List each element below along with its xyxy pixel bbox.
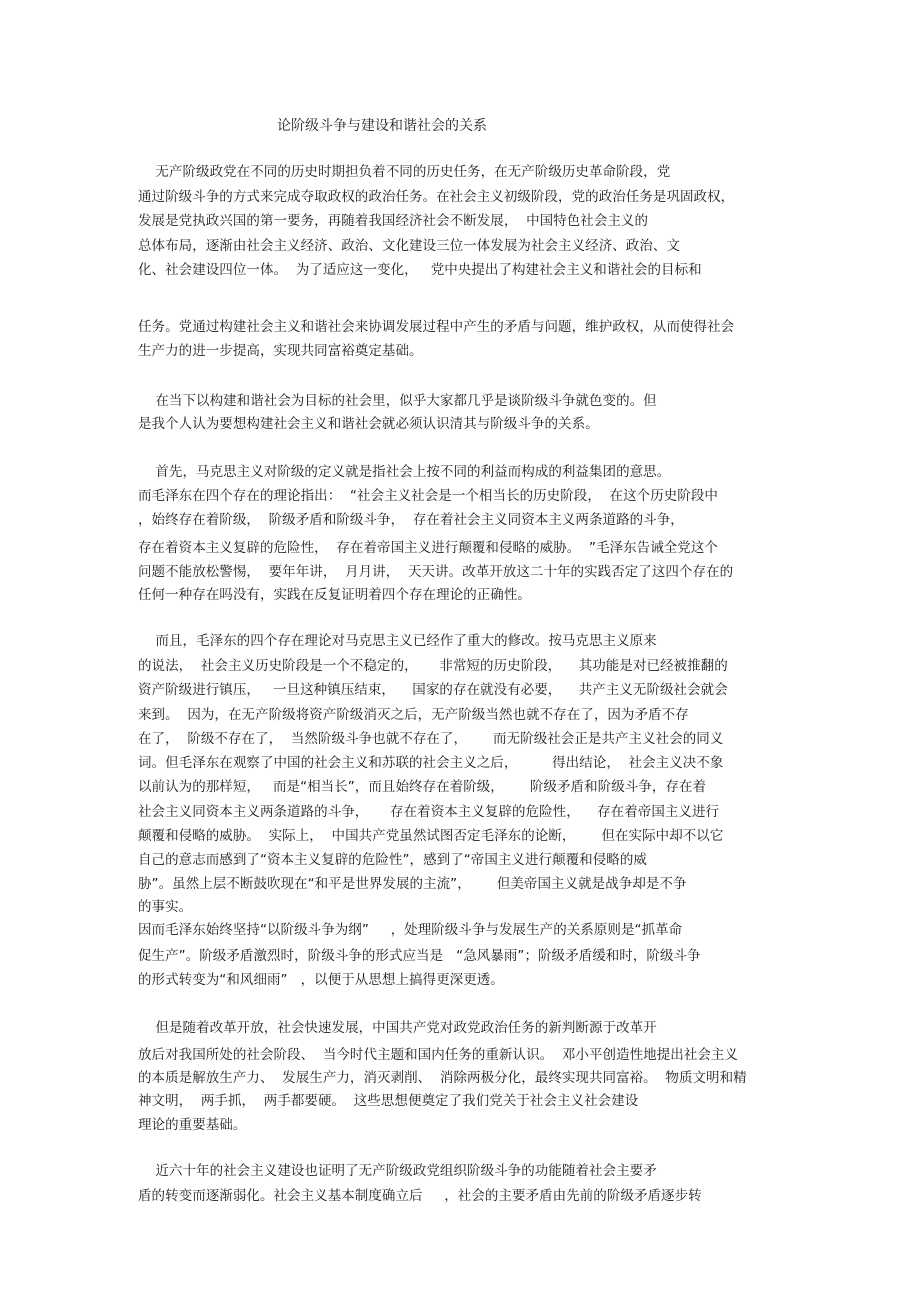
- paragraph-line: 总体布局，逐渐由社会主义经济、政治、文化建设三位一体发展为社会主义经济、政治、文: [138, 238, 680, 254]
- paragraph-line: 颠覆和侵略的威胁。 实际上， 中国共产党虽然试图否定毛泽东的论断， 但在实际中却不以它: [138, 828, 724, 844]
- paragraph-line: 盾的转变而逐渐弱化。社会主义基本制度确立后 ，社会的主要矛盾由先前的阶级矛盾逐步转: [138, 1188, 702, 1204]
- paragraph-line: 神文明， 两手抓， 两手都要硬。 这些思想便奠定了我们党关于社会主义社会建设: [138, 1093, 639, 1109]
- paragraph-line: 胁”。虽然上层不断鼓吹现在“和平是世界发展的主流”， 但美帝国主义就是战争却是不争: [138, 876, 687, 892]
- paragraph-line: 来到。 因为，在无产阶级将资产阶级消灭之后，无产阶级当然也就不存在了，因为矛盾不存: [138, 707, 689, 723]
- paragraph-line: 存在着资本主义复辟的危险性， 存在着帝国主义进行颠覆和侵略的威胁。 ”毛泽东告诫全党这个: [138, 540, 718, 556]
- paragraph-line: 自己的意志而感到了“资本主义复辟的危险性”，感到了“帝国主义进行颠覆和侵略的威: [138, 852, 647, 868]
- paragraph-line: 首先，马克思主义对阶级的定义就是指社会上按不同的利益而构成的利益集团的意思。: [138, 464, 671, 480]
- document-title: 论阶级斗争与建设和谐社会的关系: [277, 118, 487, 134]
- paragraph-line: 的事实。: [138, 899, 193, 915]
- paragraph-line: 放后对我国所处的社会阶段、 当今时代主题和国内任务的重新认识。 邓小平创造性地提出社会主义: [138, 1047, 739, 1063]
- paragraph-line: 而且，毛泽东的四个存在理论对马克思主义已经作了重大的修改。按马克思主义原来: [138, 633, 657, 649]
- paragraph-line: 发展是党执政兴国的第一要务，再随着我国经济社会不断发展， 中国特色社会主义的: [138, 213, 649, 229]
- paragraph-line: 在了， 阶级不存在了， 当然阶级斗争也就不存在了， 而无阶级社会正是共产主义社会的同义: [138, 731, 724, 747]
- paragraph-line: 近六十年的社会主义建设也证明了无产阶级政党组织阶级斗争的功能随着社会主要矛: [138, 1163, 657, 1179]
- paragraph-line: 资产阶级进行镇压， 一旦这种镇压结束， 国家的存在就没有必要， 共产主义无阶级社会就会: [138, 682, 728, 698]
- paragraph-line: 促生产”。阶级矛盾激烈时，阶级斗争的形式应当是 “急风暴雨”；阶级矛盾缓和时，阶级斗争: [138, 948, 701, 964]
- paragraph-line: 词。但毛泽东在观察了中国的社会主义和苏联的社会主义之后， 得出结论， 社会主义决不象: [138, 755, 724, 771]
- paragraph-line: 通过阶级斗争的方式来完成夺取政权的政治任务。在社会主义初级阶段，党的政治任务是巩固政权，: [138, 189, 735, 205]
- paragraph-line: 社会主义同资本主义两条道路的斗争， 存在着资本主义复辟的危险性， 存在着帝国主义进行: [138, 804, 720, 820]
- paragraph-line: 生产力的进一步提高，实现共同富裕奠定基础。: [138, 343, 423, 359]
- paragraph-line: 问题不能放松警惕， 要年年讲， 月月讲， 天天讲。改革开放这二十年的实践否定了这四个存在的: [138, 564, 734, 580]
- paragraph-line: 的形式转变为“和风细雨” ，以便于从思想上搞得更深更透。: [138, 972, 504, 988]
- paragraph-line: 理论的重要基础。: [138, 1117, 247, 1133]
- paragraph-line: 任务。党通过构建社会主义和谐社会来协调发展过程中产生的矛盾与问题，维护政权，从而使得社会: [138, 319, 735, 335]
- paragraph-line: 任何一种存在吗没有，实践在反复证明着四个存在理论的正确性。: [138, 587, 531, 603]
- paragraph-line: 以前认为的那样短， 而是“相当长”，而且始终存在着阶级， 阶级矛盾和阶级斗争，存在着: [138, 779, 707, 795]
- paragraph-line: 是我个人认为要想构建社会主义和谐社会就必须认识清其与阶级斗争的关系。: [138, 416, 599, 432]
- paragraph-line: ，始终存在着阶级， 阶级矛盾和阶级斗争， 存在着社会主义同资本主义两条道路的斗争，: [138, 512, 684, 528]
- paragraph-line: 在当下以构建和谐社会为目标的社会里，似乎大家都几乎是谈阶级斗争就色变的。但: [138, 393, 657, 409]
- paragraph-line: 因而毛泽东始终坚持“以阶级斗争为纲” ，处理阶级斗争与发展生产的关系原则是“抓革命: [138, 922, 683, 938]
- paragraph-line: 的本质是解放生产力、 发展生产力，消灭剥削、 消除两极分化，最终实现共同富裕。 物质文明和精: [138, 1070, 747, 1086]
- paragraph-line: 无产阶级政党在不同的历史时期担负着不同的历史任务，在无产阶级历史革命阶段，党: [138, 164, 671, 180]
- paragraph-line: 而毛泽东在四个存在的理论指出： “社会主义社会是一个相当长的历史阶段， 在这个历史阶段中: [138, 488, 718, 504]
- paragraph-line: 的说法， 社会主义历史阶段是一个不稳定的， 非常短的历史阶段， 其功能是对已经被推翻的: [138, 658, 728, 674]
- paragraph-line: 化、社会建设四位一体。 为了适应这一变化， 党中央提出了构建社会主义和谐社会的目标和: [138, 262, 702, 278]
- paragraph-line: 但是随着改革开放，社会快速发展，中国共产党对政党政治任务的新判断源于改革开: [138, 1020, 657, 1036]
